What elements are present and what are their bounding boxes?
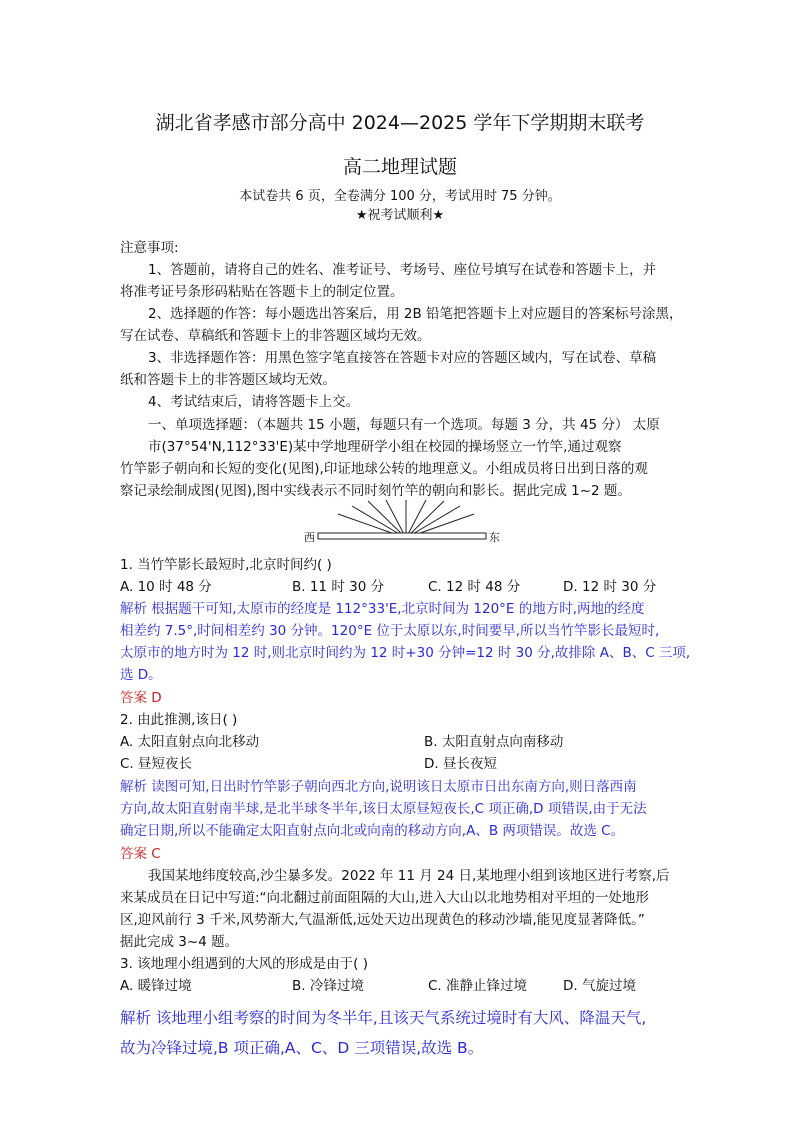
q3-option-c: C. 准静止锋过境 <box>428 978 528 994</box>
exam-info: 本试卷共 6 页，全卷满分 100 分，考试用时 75 分钟。 <box>239 189 561 204</box>
q3-analysis: 故为冷锋过境,B 项正确,A、C、D 三项错误,故选 B。 <box>120 1039 484 1057</box>
material-line: 来某成员在日记中写道:“向北翻过前面阻隔的大山,进入大山以北地势相对平坦的一处地形 <box>120 890 649 906</box>
q1-option-b: B. 11 时 30 分 <box>292 579 385 595</box>
q1-option-a: A. 10 时 48 分 <box>120 579 212 595</box>
ground-bar <box>318 533 486 539</box>
q2-analysis: 解析 读图可知,日出时竹竿影子朝向西北方向,说明该日太原市日出东南方向,则日落西南 <box>120 779 637 795</box>
exam-subtitle: 高二地理试题 <box>342 156 457 178</box>
notes-line: 将准考证号条形码粘贴在答题卡上的制定位置。 <box>120 284 404 300</box>
q3-option-a: A. 暖锋过境 <box>120 978 192 994</box>
exam-wish: ★祝考试顺利★ <box>355 208 445 223</box>
q3-option-d: D. 气旋过境 <box>563 978 636 994</box>
notes-line: 1、答题前，请将自己的姓名、准考证号、考场号、座位号填写在试卷和答题卡上，并 <box>148 262 657 278</box>
q2-option-c: C. 昼短夜长 <box>120 756 193 772</box>
shadow-figure <box>300 500 510 550</box>
notes-heading: 注意事项: <box>120 240 179 256</box>
west-label: 西 <box>304 531 315 544</box>
notes-line: 4、考试结束后，请将答题卡上交。 <box>148 394 360 410</box>
q1-analysis: 太原市的地方时为 12 时,则北京时间约为 12 时+30 分钟=12 时 30 分,故排除 A、B、C 三项, <box>120 645 691 661</box>
q1-analysis: 相差约 7.5°,时间相差约 30 分钟。120°E 位于太原以东,时间要早,所以当竹竿影长最短时, <box>120 623 660 639</box>
q3-analysis: 解析 该地理小组考察的时间为冬半年,且该天气系统过境时有大风、降温天气, <box>120 1009 647 1027</box>
q2-analysis: 确定日期,所以不能确定太阳直射点向北或向南的移动方向,A、B 两项错误。故选 C。 <box>120 823 625 839</box>
q1-option-c: C. 12 时 48 分 <box>428 579 521 595</box>
east-label: 东 <box>489 531 500 544</box>
q2-option-d: D. 昼长夜短 <box>424 756 497 772</box>
q1-analysis: 解析 根据题干可知,太原市的经度是 112°33'E,北京时间为 120°E 的地方时,两地的经度 <box>120 601 645 617</box>
material-line: 据此完成 3~4 题。 <box>120 934 239 950</box>
q1-option-d: D. 12 时 30 分 <box>563 579 657 595</box>
material-line: 我国某地纬度较高,沙尘暴多发。2022 年 11 月 24 日,某地理小组到该地区进行考察,后 <box>148 868 670 884</box>
q3-stem: 3. 该地理小组遇到的大风的形成是由于( ) <box>120 956 368 972</box>
q1-analysis: 选 D。 <box>120 667 162 683</box>
q1-answer: 答案 D <box>120 690 162 706</box>
notes-line: 纸和答题卡上的非答题区域均无效。 <box>120 372 336 388</box>
q2-stem: 2. 由此推测,该日( ) <box>120 712 238 728</box>
notes-line: 2、选择题的作答：每小题选出答案后，用 2B 铅笔把答题卡上对应题目的答案标号涂黑， <box>148 306 683 322</box>
q1-stem: 1. 当竹竿影长最短时,北京时间约( ) <box>120 557 332 573</box>
section-intro: 一、单项选择题：（本题共 15 小题，每题只有一个选项。每题 3 分，共 45 分） 太原 <box>148 417 660 433</box>
q2-option-b: B. 太阳直射点向南移动 <box>424 734 564 750</box>
material-line: 区,迎风前行 3 千米,风势渐大,气温渐低,远处天边出现黄色的移动沙墙,能见度显著降低。” <box>120 912 645 928</box>
q2-analysis: 方向,故太阳直射南半球,是北半球冬半年,该日太原昼短夜长,C 项正确,D 项错误,由于无法 <box>120 801 647 817</box>
q2-answer: 答案 C <box>120 846 161 862</box>
section-intro: 竹竿影子朝向和长短的变化(见图),印证地球公转的地理意义。小组成员将日出到日落的观 <box>120 461 648 477</box>
notes-line: 3、非选择题作答：用黑色签字笔直接答在答题卡对应的答题区域内，写在试卷、草稿 <box>148 350 657 366</box>
notes-line: 写在试卷、草稿纸和答题卡上的非答题区域均无效。 <box>120 328 431 344</box>
shadow-lines <box>338 500 474 538</box>
exam-title: 湖北省孝感市部分高中 2024—2025 学年下学期期末联考 <box>155 112 645 134</box>
q3-option-b: B. 冷锋过境 <box>292 978 364 994</box>
section-intro: 市(37°54'N,112°33'E)某中学地理研学小组在校园的操场竖立一竹竿,通过观察 <box>148 439 622 455</box>
section-intro: 察记录绘制成图(见图),图中实线表示不同时刻竹竿的朝向和影长。据此完成 1~2 题。 <box>120 483 631 499</box>
q2-option-a: A. 太阳直射点向北移动 <box>120 734 260 750</box>
